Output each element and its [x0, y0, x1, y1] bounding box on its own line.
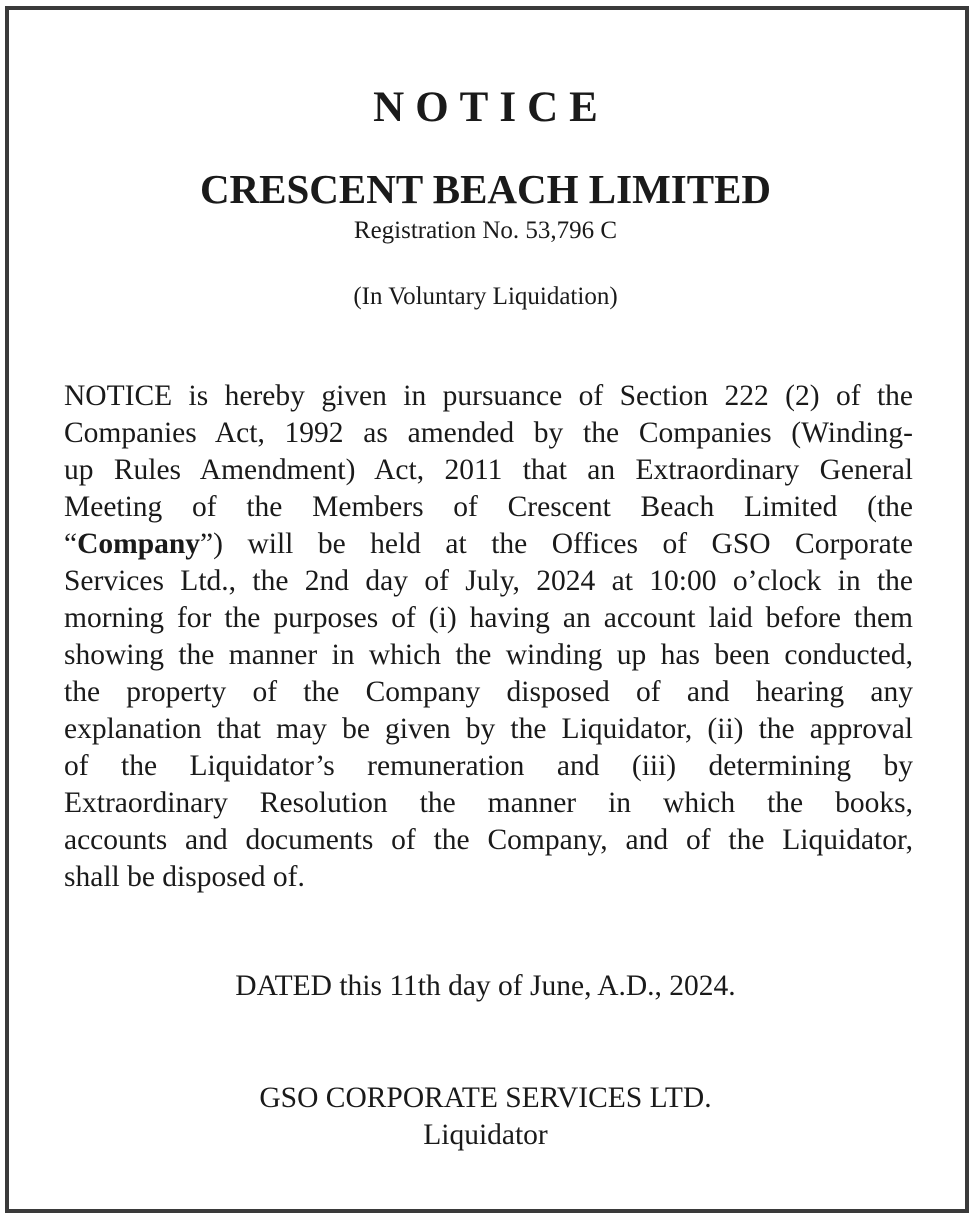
notice-heading: NOTICE	[373, 84, 609, 131]
body-line: Companies Act, 1992 as amended by the Companies (Winding-	[64, 417, 913, 449]
body-line: shall be disposed of.	[64, 861, 305, 893]
open-quote: “	[64, 528, 78, 560]
body-line-rest: ”) will be held at the Offices of GSO Corporate	[200, 528, 913, 560]
body-line	[64, 526, 913, 563]
signatory-role: Liquidator	[423, 1119, 548, 1151]
signatory-name: GSO CORPORATE SERVICES LTD.	[259, 1082, 712, 1114]
body-line: morning for the purposes of (i) having an account laid before them	[64, 602, 913, 634]
notice-body	[64, 378, 913, 896]
body-line: of the Liquidator’s remuneration and (iii) determining by	[64, 750, 913, 782]
body-line: accounts and documents of the Company, and of the Liquidator,	[64, 824, 913, 856]
company-name: CRESCENT BEACH LIMITED	[199, 166, 772, 212]
dated-line: DATED this 11th day of June, A.D., 2024.	[235, 970, 736, 1002]
body-line: the property of the Company disposed of and hearing any	[64, 676, 913, 708]
defined-term-company: Company	[77, 528, 201, 560]
body-line: Services Ltd., the 2nd day of July, 2024 at 10:00 o’clock in the	[64, 565, 913, 597]
body-line: explanation that may be given by the Liquidator, (ii) the approval	[64, 713, 913, 745]
liquidation-status: (In Voluntary Liquidation)	[353, 283, 618, 310]
body-line: NOTICE is hereby given in pursuance of Section 222 (2) of the	[64, 380, 913, 412]
body-line: Meeting of the Members of Crescent Beach Limited (the	[64, 491, 913, 523]
registration-number: Registration No. 53,796 C	[353, 217, 618, 244]
body-line: showing the manner in which the winding up has been conducted,	[64, 639, 913, 671]
body-line: Extraordinary Resolution the manner in which the books,	[64, 787, 913, 819]
body-line: up Rules Amendment) Act, 2011 that an Extraordinary General	[64, 454, 913, 486]
